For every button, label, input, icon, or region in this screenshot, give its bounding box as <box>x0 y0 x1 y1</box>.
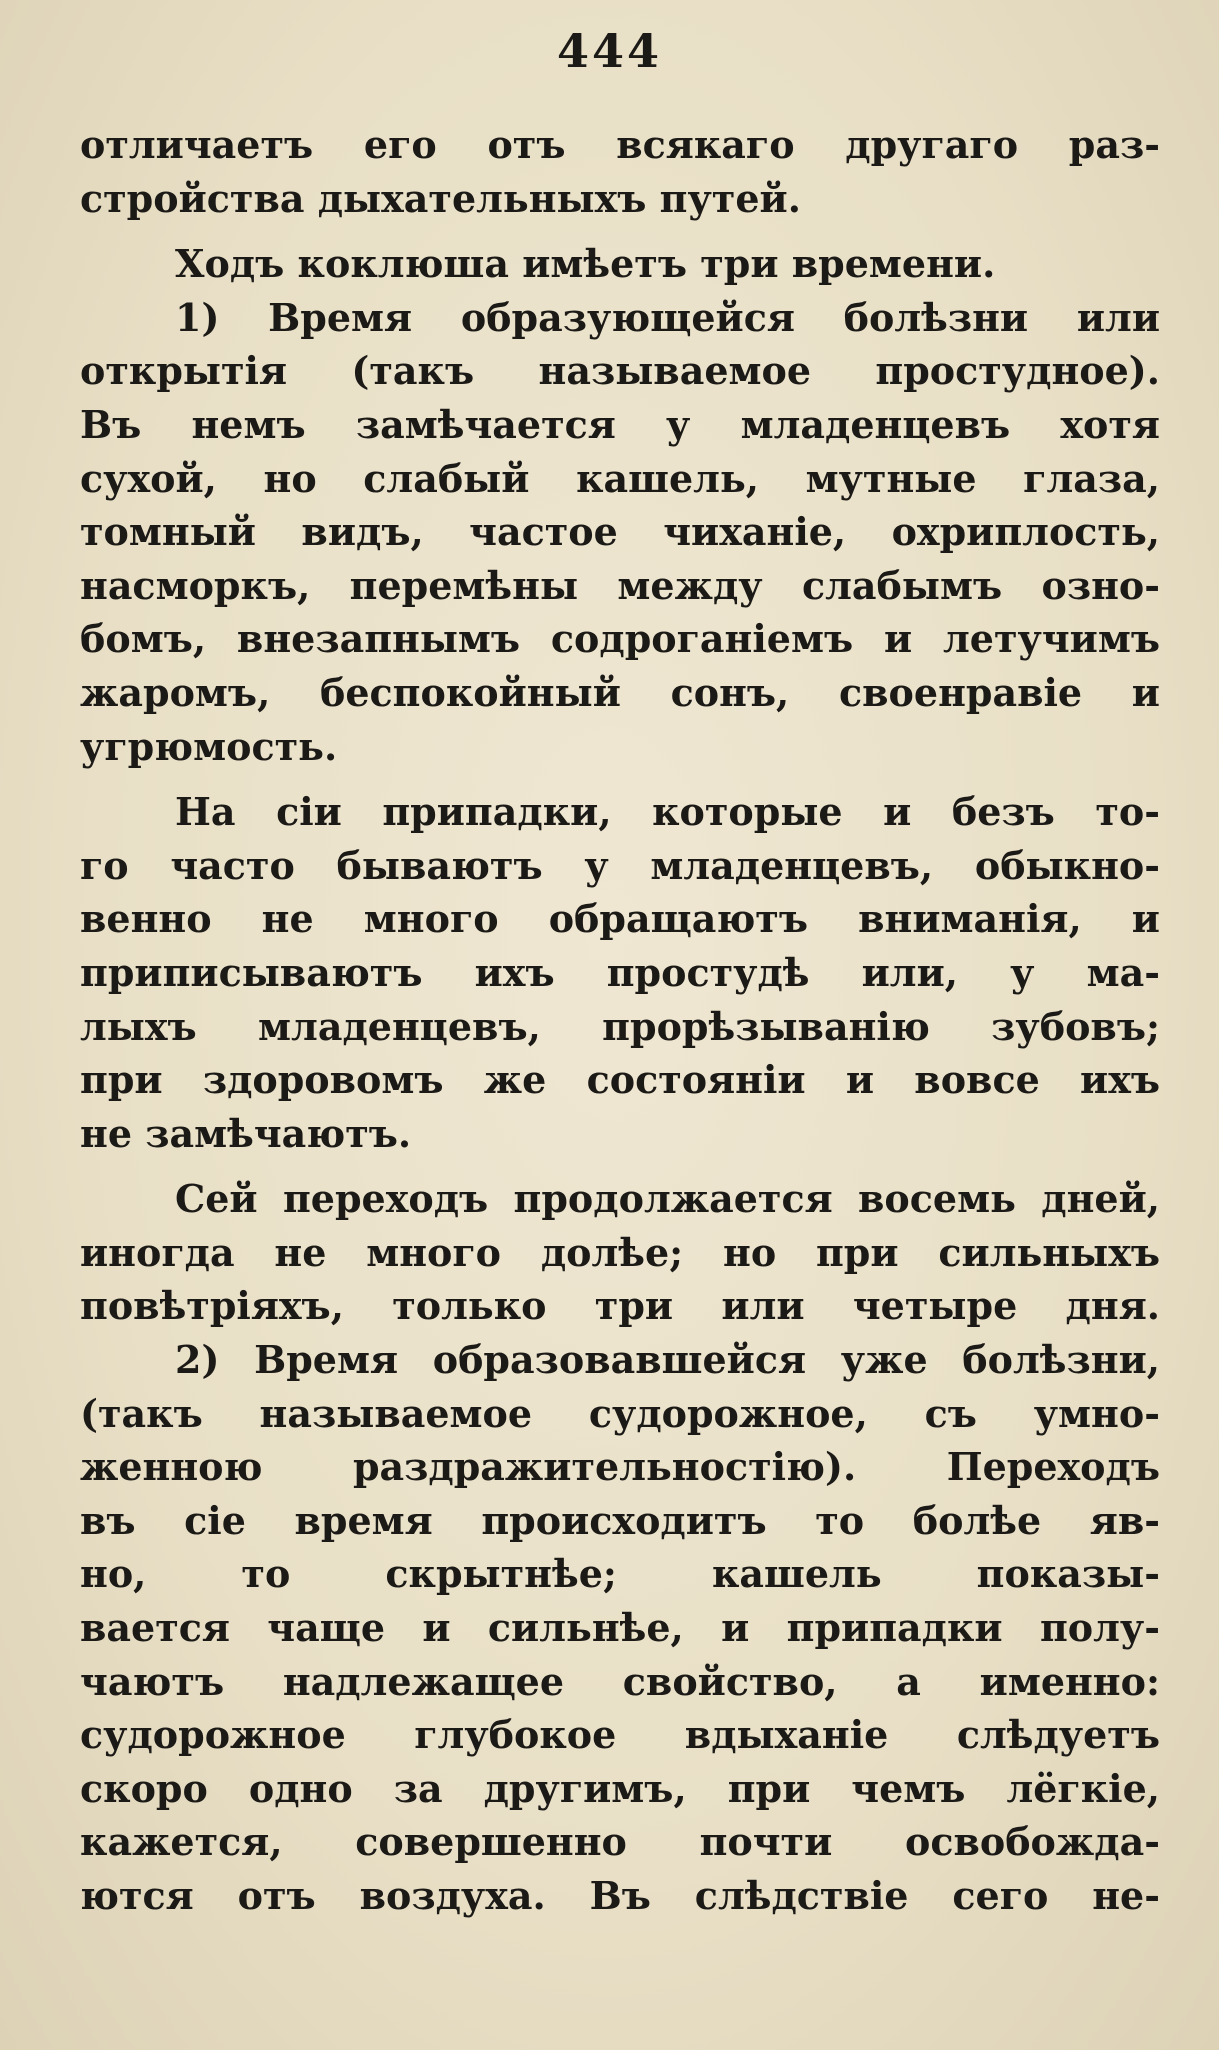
text-line: лыхъ младенцевъ, прорѣзыванію зубовъ; <box>80 1003 1160 1049</box>
text-line: повѣтріяхъ, только три или четыре дня. <box>80 1283 1160 1329</box>
text-line: сухой, но слабый кашель, мутные глаза, <box>80 455 1160 501</box>
text-line: насморкъ, перемѣны между слабымъ озно- <box>80 562 1160 608</box>
text-line: отличаетъ его отъ всякаго другаго раз- <box>80 122 1160 167</box>
text-line: бомъ, внезапнымъ содроганіемъ и летучимъ <box>80 616 1160 662</box>
text-line: женною раздражительностію). Переходъ <box>80 1444 1160 1490</box>
text-line: но, то скрытнѣе; кашель показы- <box>80 1551 1160 1597</box>
text-line: угрюмость. <box>80 723 338 769</box>
text-line: кажется, совершенно почти освобожда- <box>80 1819 1160 1865</box>
text-line: Въ немъ замѣчается у младенцевъ хотя <box>80 401 1160 447</box>
text-line: стройства дыхательныхъ путей. <box>80 175 801 221</box>
text-line: Сей переходъ продолжается восемь дней, <box>175 1176 1160 1222</box>
text-line: На сіи припадки, которые и безъ то- <box>175 789 1160 835</box>
text-line: скоро одно за другимъ, при чемъ лёгкіе, <box>80 1765 1160 1811</box>
text-line: въ сіе время происходитъ то болѣе яв- <box>80 1497 1160 1543</box>
text-line: го часто бываютъ у младенцевъ, обыкно- <box>80 842 1160 888</box>
text-line: венно не много обращаютъ вниманія, и <box>80 896 1160 942</box>
text-line: жаромъ, беспокойный сонъ, своенравіе и <box>80 669 1160 715</box>
text-line: ются отъ воздуха. Въ слѣдствіе сего не- <box>80 1873 1160 1918</box>
text-line: иногда не много долѣе; но при сильныхъ <box>80 1229 1160 1275</box>
text-line: приписываютъ ихъ простудѣ или, у ма- <box>80 949 1160 995</box>
text-line: 1) Время образующейся болѣзни или <box>175 294 1160 340</box>
text-line: Ходъ коклюша имѣетъ три времени. <box>175 241 996 287</box>
text-line: при здоровомъ же состояніи и вовсе ихъ <box>80 1057 1160 1103</box>
text-line: (такъ называемое судорожное, съ умно- <box>80 1390 1160 1436</box>
text-line: не замѣчаютъ. <box>80 1110 412 1156</box>
text-line: томный видъ, частое чиханіе, охриплость, <box>80 509 1160 555</box>
text-line: судорожное глубокое вдыханіе слѣдуетъ <box>80 1712 1160 1758</box>
text-line: 2) Время образовавшейся уже болѣзни, <box>175 1337 1160 1383</box>
text-line: чаютъ надлежащее свойство, а именно: <box>80 1658 1160 1704</box>
text-line: вается чаще и сильнѣе, и припадки полу- <box>80 1605 1160 1651</box>
text-line: открытія (такъ называемое простудное). <box>80 348 1160 394</box>
body-text <box>80 118 1160 1923</box>
page-number: 444 <box>556 24 663 78</box>
